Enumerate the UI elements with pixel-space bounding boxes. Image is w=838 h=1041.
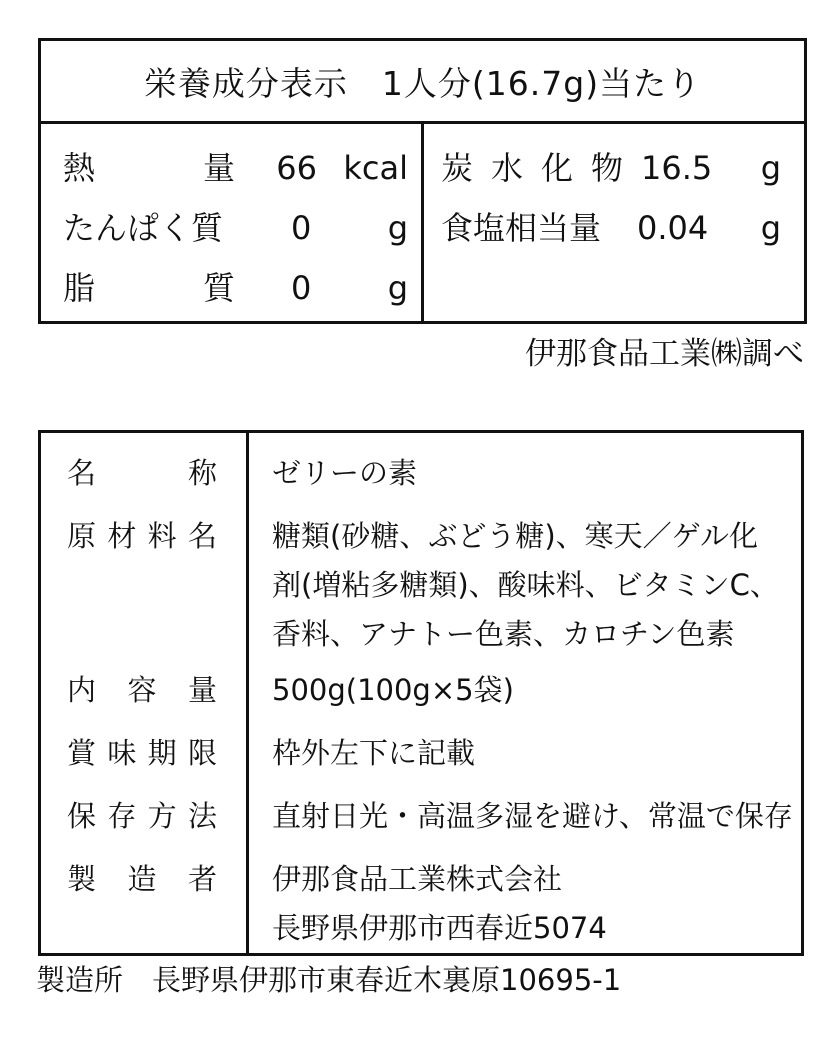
nutrition-right-column bbox=[424, 124, 804, 321]
nutrient-value: 16.5 bbox=[641, 149, 713, 187]
label-field-name: 製 造 者 bbox=[67, 862, 217, 896]
factory-label: 製造所 bbox=[36, 963, 124, 997]
nutrient-row-fat bbox=[63, 268, 408, 308]
nutrition-facts-table bbox=[38, 38, 807, 324]
analysis-credit: 伊那食品工業㈱調べ bbox=[525, 336, 804, 372]
nutrient-value: 66 bbox=[276, 149, 317, 187]
label-field-value: 枠外左下に記載 bbox=[272, 736, 476, 770]
nutrient-row-carbohydrate bbox=[441, 148, 791, 188]
nutrient-unit: g bbox=[387, 209, 408, 247]
nutrient-unit: kcal bbox=[343, 149, 408, 187]
nutrient-value: 0 bbox=[291, 209, 312, 247]
nutrient-row-energy bbox=[63, 148, 408, 188]
nutrition-left-column bbox=[41, 124, 424, 321]
nutrient-unit: g bbox=[760, 209, 781, 247]
nutrient-label: たんぱく質 bbox=[63, 209, 224, 247]
label-field-value: 500g(100g×5袋) bbox=[272, 673, 514, 707]
nutrient-value: 0 bbox=[291, 269, 312, 307]
factory-address: 長野県伊那市東春近木裏原10695-1 bbox=[152, 963, 622, 997]
label-field-name: 原 材 料 名 bbox=[67, 519, 217, 553]
label-field-name: 賞 味 期 限 bbox=[67, 736, 217, 770]
nutrient-unit: g bbox=[387, 269, 408, 307]
label-field-value: ゼリーの素 bbox=[272, 456, 418, 490]
factory-line bbox=[36, 958, 621, 1002]
nutrient-row-salt bbox=[441, 208, 791, 248]
label-field-value: 糖類(砂糖、ぶどう糖)、寒天／ゲル化 剤(増粘多糖類)、酸味料、ビタミンC、 香料、アナトー色素、カロチン色素 bbox=[272, 519, 779, 651]
nutrient-label: 食塩相当量 bbox=[441, 209, 602, 247]
label-field-name: 名 称 bbox=[67, 456, 217, 490]
column-divider bbox=[246, 433, 249, 953]
label-field-value: 直射日光・高温多湿を避け、常温で保存 bbox=[272, 799, 793, 833]
product-label-table bbox=[38, 430, 804, 956]
label-field-name: 内 容 量 bbox=[67, 673, 217, 707]
label-field-value: 伊那食品工業株式会社 長野県伊那市西春近5074 bbox=[272, 862, 607, 945]
nutrient-label: 熱 量 bbox=[63, 149, 235, 187]
nutrient-row-protein bbox=[63, 208, 408, 248]
nutrition-header: 栄養成分表示 1人分(16.7g)当たり bbox=[41, 41, 804, 124]
label-field-name: 保 存 方 法 bbox=[67, 799, 217, 833]
nutrient-value: 0.04 bbox=[637, 209, 709, 247]
nutrient-unit: g bbox=[760, 149, 781, 187]
nutrient-label: 脂 質 bbox=[63, 269, 235, 307]
nutrient-label: 炭 水 化 物 bbox=[441, 149, 623, 187]
